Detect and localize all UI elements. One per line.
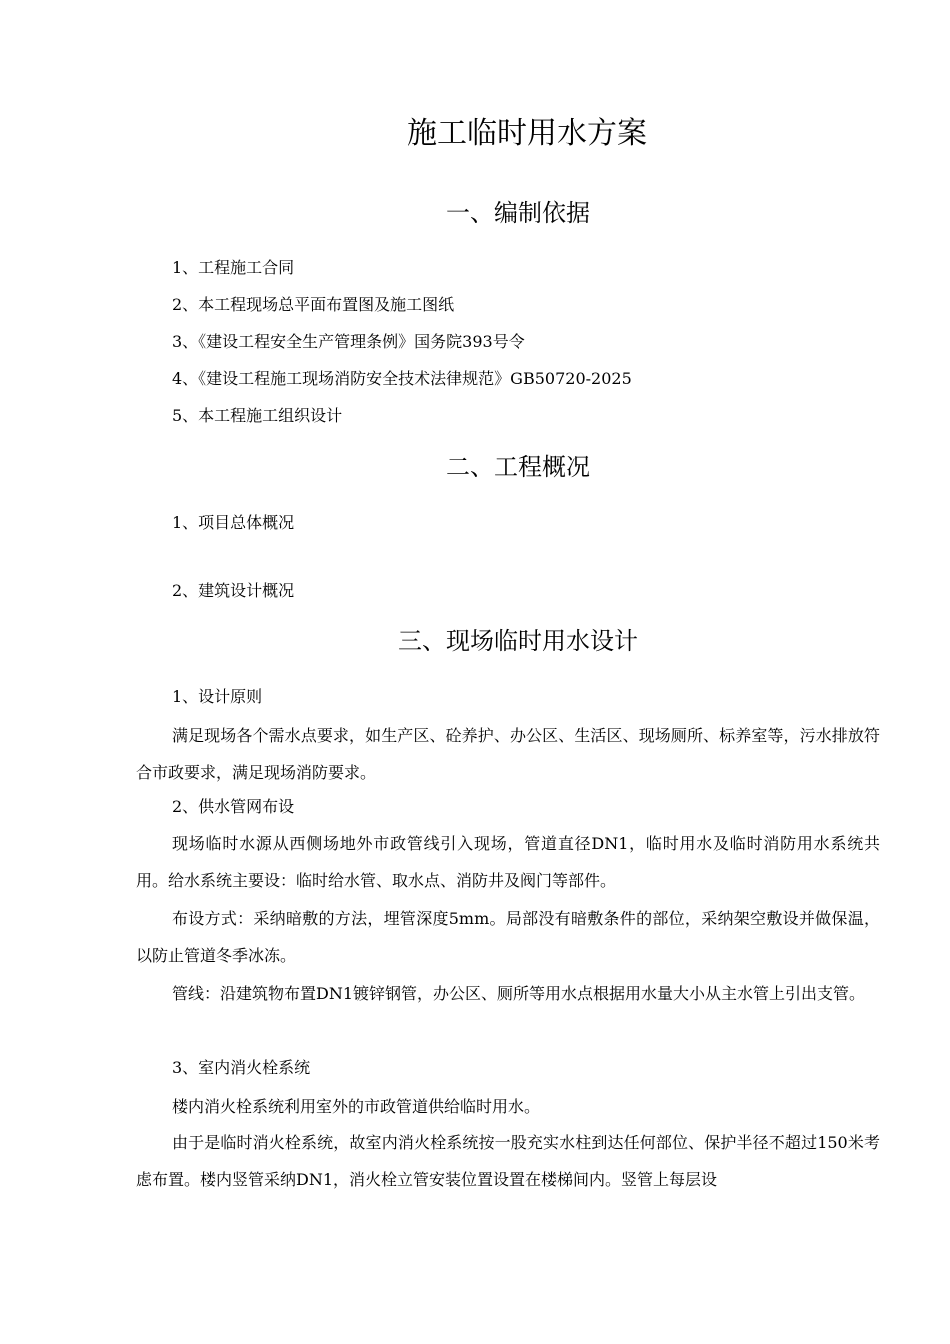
section-heading-basis: 一、编制依据 — [446, 199, 590, 227]
overview-item-1: 1、项目总体概况 — [172, 513, 295, 532]
basis-item-1: 1、工程施工合同 — [172, 258, 295, 277]
paragraph-pipelines: 管线：沿建筑物布置DN1镀锌钢管，办公区、厕所等用水点根据用水量大小从主水管上引出支管。 — [172, 984, 866, 1003]
basis-item-2: 2、本工程现场总平面布置图及施工图纸 — [172, 295, 455, 314]
section-heading-water-design: 三、现场临时用水设计 — [398, 627, 638, 655]
basis-item-5: 5、本工程施工组织设计 — [172, 406, 343, 425]
paragraph-laying-method: 布设方式：采纳暗敷的方法，埋管深度5mm。局部没有暗敷条件的部位，采纳架空敷设并做保温，以防止管道冬季冰冻。 — [136, 909, 880, 965]
basis-item-3: 3、《建设工程安全生产管理条例》国务院393号令 — [172, 332, 525, 351]
basis-item-4: 4、《建设工程施工现场消防安全技术法律规范》GB50720-2025 — [172, 369, 632, 388]
paragraph-hydrant-layout: 由于是临时消火栓系统，故室内消火栓系统按一股充实水柱到达任何部位、保护半径不超过150米考虑布置。楼内竖管采纳DN1，消火栓立管安装位置设置在楼梯间内。竖管上每层设 — [136, 1133, 880, 1189]
subsection-label-hydrant-system: 3、室内消火栓系统 — [172, 1058, 311, 1077]
section-heading-overview: 二、工程概况 — [446, 453, 590, 481]
overview-item-2: 2、建筑设计概况 — [172, 581, 295, 600]
subsection-label-pipe-network: 2、供水管网布设 — [172, 797, 295, 816]
paragraph-design-principle: 满足现场各个需水点要求，如生产区、砼养护、办公区、生活区、现场厕所、标养室等，污水排放符合市政要求，满足现场消防要求。 — [136, 726, 880, 782]
document-title: 施工临时用水方案 — [407, 116, 647, 151]
subsection-label-design-principle: 1、设计原则 — [172, 687, 263, 706]
paragraph-water-source: 现场临时水源从西侧场地外市政管线引入现场，管道直径DN1，临时用水及临时消防用水系统共用。给水系统主要设：临时给水管、取水点、消防井及阀门等部件。 — [136, 834, 880, 890]
paragraph-hydrant-supply: 楼内消火栓系统利用室外的市政管道供给临时用水。 — [172, 1097, 541, 1116]
